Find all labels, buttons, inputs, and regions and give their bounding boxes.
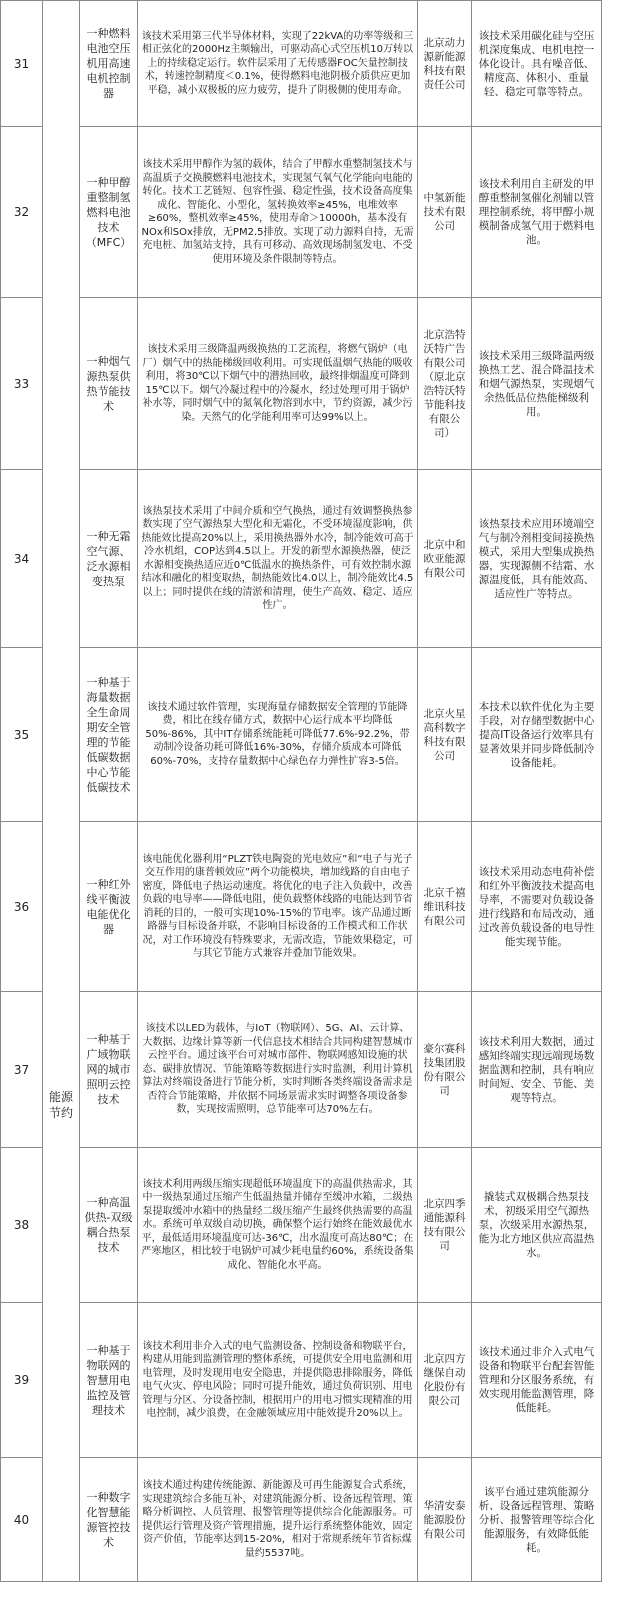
company-name: 北京千禧维讯科技有限公司 bbox=[418, 822, 472, 992]
tech-advantage: 该技术采用三级降温两级换热工艺、混合降温技术和烟气源热泵，实现烟气余热低品位热能梯级利用。 bbox=[472, 298, 602, 470]
tech-description: 该电能优化器利用“PLZT铁电陶瓷的光电效应”和“电子与光子交互作用的康普顿效应”两个功能模块，增加线路的自由电子密度，降低电子热运动速度。将优化的电子注入负载中，改善负载的电导率——降低电阻，使负载整体线路的电能达到节省消耗的目的，一般可实现10%-15%的节电率。该产品通过断路器与目标设备并联，不影响目标设备的工作模式和工作状况，对工作环境没有特殊要求，无需改造，节能效果稳定，可与其它节能方式兼容并叠加节能效果。 bbox=[138, 822, 418, 992]
tech-description: 该技术通过构建传统能源、新能源及可再生能源复合式系统，实现建筑综合多能互补，对建筑能源分析、设备远程管理、策略分析调控、人员管理、报警管理等提供综合化能源服务。可提供运行管理及资产管理措施，提升运行系统整体能效，固定资产价值，节能率达到15-20%，相对于常规系统年节省标煤量约5537吨。 bbox=[138, 1458, 418, 1582]
table-row bbox=[1, 1458, 602, 1582]
tech-description: 该技术采用甲醇作为氢的载体，结合了甲醇水重整制氢技术与高温质子交换膜燃料电池技术，实现氢气氧气化学能向电能的转化。技术工艺链短、包容性强、稳定性强，技术设备高度集成化、智能化、小型化，氢转换效率≥45%，电堆效率≥60%，整机效率≥45%，使用寿命＞10000h，基本没有NOx和SOx排放，无PM2.5排放。实现了动力源料自持，无需充电桩、加氢站支持，具有可移动、高效现场制氢发电、不受使用环境及条件限制等特点。 bbox=[138, 127, 418, 298]
company-name: 华清安泰能源股份有限公司 bbox=[418, 1458, 472, 1582]
row-number: 32 bbox=[1, 127, 43, 298]
tech-name: 一种高温供热-双级耦合热泵技术 bbox=[80, 1148, 138, 1303]
row-number: 39 bbox=[1, 1303, 43, 1458]
company-name: 中氢新能技术有限公司 bbox=[418, 127, 472, 298]
tech-name: 一种无霜空气源、泛水源相变热泵 bbox=[80, 470, 138, 648]
row-number: 35 bbox=[1, 648, 43, 822]
table-row bbox=[1, 1148, 602, 1303]
tech-description: 该技术通过软件管理，实现海量存储数据安全管理的节能降费，相比在线存储方式，数据中心运行成本平均降低50%-86%，其中IT存储系统能耗可降低77.6%-92.2%，带动制冷设备功耗可降低16%-30%，存储介质成本可降低60%-70%，支持存量数据中心绿色存力弹性扩容3-5倍。 bbox=[138, 648, 418, 822]
company-name: 北京动力源新能源科技有限责任公司 bbox=[418, 1, 472, 127]
company-name: 北京四季通能源科技有限公司 bbox=[418, 1148, 472, 1303]
company-name: 豪尔赛科技集团股份有限公司 bbox=[418, 992, 472, 1148]
tech-name: 一种基于物联网的智慧用电监控及管理技术 bbox=[80, 1303, 138, 1458]
table-row bbox=[1, 822, 602, 992]
row-number: 40 bbox=[1, 1458, 43, 1582]
table-row bbox=[1, 1303, 602, 1458]
table-row bbox=[1, 992, 602, 1148]
table-row bbox=[1, 470, 602, 648]
table-row bbox=[1, 648, 602, 822]
tech-description: 该技术利用非介入式的电气监测设备、控制设备和物联平台，构建从用能到监测管理的整体系统，可提供安全用电监测和用电管理，及时发现用电安全隐患，并提供隐患排除服务，降低电气火灾、停电风险；同时可提升能效，通过负荷识别、用电管理与分区、分设备控制，根据用户的用电习惯实现精准的用电控制，减少浪费，在金融领域应用中能效提升20%以上。 bbox=[138, 1303, 418, 1458]
tech-name: 一种红外线平衡波电能优化器 bbox=[80, 822, 138, 992]
table-row bbox=[1, 298, 602, 470]
row-number: 37 bbox=[1, 992, 43, 1148]
tech-advantage: 该平台通过建筑能源分析、设备远程管理、策略分析、报警管理等综合化能源服务，有效降低能耗。 bbox=[472, 1458, 602, 1582]
row-number: 33 bbox=[1, 298, 43, 470]
row-number: 38 bbox=[1, 1148, 43, 1303]
tech-advantage: 该技术采用动态电荷补偿和红外平衡波技术提高电导率，不需要对负载设备进行线路和布局改动，通过改善负载设备的电导性能实现节能。 bbox=[472, 822, 602, 992]
tech-advantage: 该热泵技术应用环境端空气与制冷剂相变间接换热模式，采用大型集成换热器，实现源侧不结霜、水源温度低，具有能效高、适应性广等特点。 bbox=[472, 470, 602, 648]
tech-description: 该技术采用第三代半导体材料，实现了22kVA的功率等级和三相正弦化的2000Hz主频输出，可驱动高心式空压机10万转以上的持续稳定运行。软件层采用了无传感器FOC矢量控制技术，转速控制精度＜0.1%，使得燃料电池阴极介质供应更加平稳，减小双极板的应力疲劳，提升了阴极侧的使用寿命。 bbox=[138, 1, 418, 127]
tech-name: 一种烟气源热泵供热节能技术 bbox=[80, 298, 138, 470]
tech-advantage: 撬装式双极耦合热泵技术，初级采用空气源热泵，次级采用水源热泵，能为北方地区供应高温热水。 bbox=[472, 1148, 602, 1303]
company-name: 北京四方继保自动化股份有限公司 bbox=[418, 1303, 472, 1458]
company-name: 北京火星高科数字科技有限公司 bbox=[418, 648, 472, 822]
company-name: 北京浩特沃特广告有限公司（原北京浩特沃特节能科技有限公司） bbox=[418, 298, 472, 470]
table-row bbox=[1, 1, 602, 127]
row-number: 36 bbox=[1, 822, 43, 992]
tech-advantage: 该技术采用碳化硅与空压机深度集成、电机电控一体化设计。具有噪音低、精度高、体积小、重量轻、稳定可靠等特点。 bbox=[472, 1, 602, 127]
tech-name: 一种甲醇重整制氢燃料电池技术（MFC） bbox=[80, 127, 138, 298]
company-name: 北京中和欧亚能源有限公司 bbox=[418, 470, 472, 648]
table-row bbox=[1, 127, 602, 298]
tech-description: 该热泵技术采用了中间介质和空气换热，通过有效调整换热参数实现了空气源热泵大型化和无霜化，不受环境湿度影响，供热能效比提高20%以上，采用换热器外水冷，制冷能效可高于冷水机组，COP达到4.5以上。开发的新型水源换热器，使泛水源相变换热适应近0℃低温水的换热条件，可有效控制水源结冰和融化的相变取热，制热能效比4.0以上，制冷能效比4.5以上；同时提供在线的清淤和清理，使生产高效、稳定、适应性广。 bbox=[138, 470, 418, 648]
tech-name: 一种基于海量数据全生命周期安全管理的节能低碳数据中心节能低碳技术 bbox=[80, 648, 138, 822]
tech-advantage: 该技术通过非介入式电气设备和物联平台配套智能管理和分区服务系统，有效实现用能监测管理，降低能耗。 bbox=[472, 1303, 602, 1458]
tech-description: 该技术采用三级降温两级换热的工艺流程，将燃气锅炉（电厂）烟气中的热能梯级回收利用。可实现低温烟气热能的吸收利用，将30℃以下烟气中的潜热回收，最终排烟温度可降到15℃以下。烟气冷凝过程中的冷凝水，经过处理可用于锅炉补水等，同时烟气中的氮氧化物溶到水中，节约资源，减少污染。天然气的化学能利用率可达99%以上。 bbox=[138, 298, 418, 470]
tech-name: 一种数字化智慧能源管控技术 bbox=[80, 1458, 138, 1582]
tech-advantage: 该技术利用大数据，通过感知终端实现远端现场数据监测和控制，具有响应时间短、安全、节能、美观等特点。 bbox=[472, 992, 602, 1148]
tech-advantage: 本技术以软件优化为主要手段，对存储型数据中心提高IT设备运行效率具有显著效果并同步降低制冷设备能耗。 bbox=[472, 648, 602, 822]
tech-description: 该技术以LED为载体，与IoT（物联网）、5G、AI、云计算、大数据、边缘计算等新一代信息技术相结合共同构建智慧城市云控平台。通过该平台可对城市部件、物联网感知设施的状态、碳排放情况、节能策略等数据进行实时监测，利用计算机算法对终端设备进行节能分析，实时判断各类终端设备需求是否符合节能策略，并依据不同场景需求实时调整各项设备参数，实现按需照明，总节能率可达70%左右。 bbox=[138, 992, 418, 1148]
row-number: 31 bbox=[1, 1, 43, 127]
tech-description: 该技术利用两级压缩实现超低环境温度下的高温供热需求，其中一级热泵通过压缩产生低温热量并储存至缓冲水箱，二级热泵提取缓冲水箱中的热量经二级压缩产生最终供热需要的高温水。系统可单双级自动切换，确保整个运行始终在能效最优水平，最低适用环境温度可达-36℃，出水温度可高达80℃；在严寒地区，相比较于电锅炉可减少耗电量约60%，系统设备集成化、智能化水平高。 bbox=[138, 1148, 418, 1303]
tech-name: 一种基于广域物联网的城市照明云控技术 bbox=[80, 992, 138, 1148]
category-cell: 能源节约 bbox=[43, 1, 80, 1582]
row-number: 34 bbox=[1, 470, 43, 648]
tech-name: 一种燃料电池空压机用高速电机控制器 bbox=[80, 1, 138, 127]
tech-advantage: 该技术利用自主研发的甲醇重整制氢催化剂辅以管理控制系统，将甲醇小规模制备成氢气用于燃料电池。 bbox=[472, 127, 602, 298]
